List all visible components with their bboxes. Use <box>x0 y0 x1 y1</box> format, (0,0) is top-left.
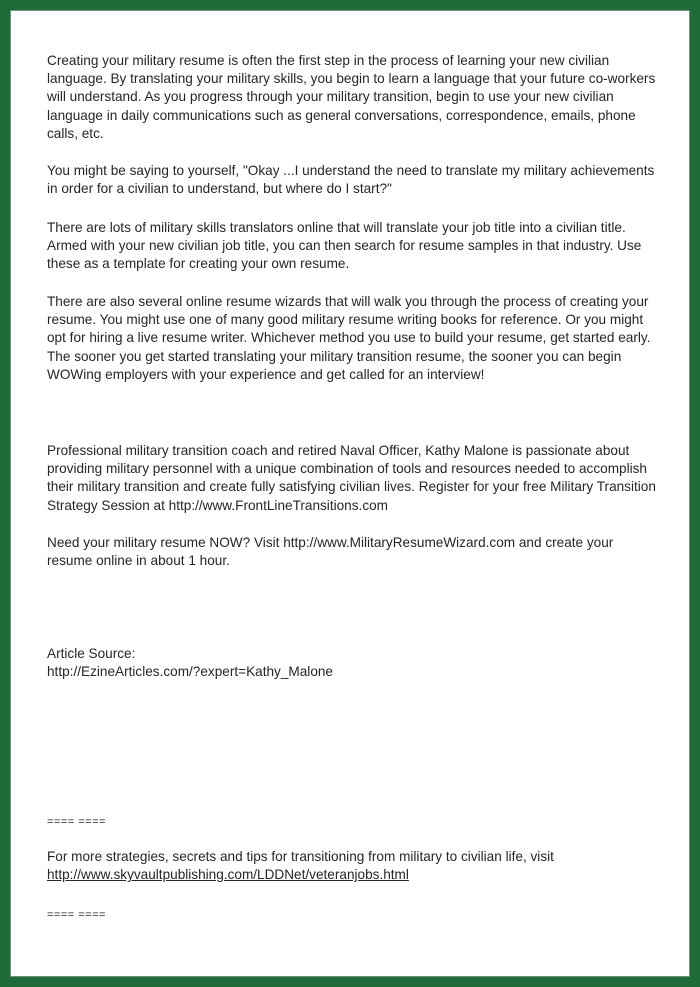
more-strategies-text: For more strategies, secrets and tips for transitioning from military to civilian life, visit <box>47 849 554 864</box>
article-source <box>47 645 659 681</box>
separator-top: ==== ==== <box>47 816 106 828</box>
paragraph-question: You might be saying to yourself, "Okay ...I understand the need to translate my military achievements in order for a civilian to understand, but where do I start?" <box>47 163 655 197</box>
paragraph-wizards: There are also several online resume wizards that will walk you through the process of creating your resume. You might use one of many good military resume writing books for reference. Or you might opt for hiring a live resume writer. Whichever method you use to build your resume, get started early. The sooner you get started translating your military transition resume, the sooner you can begin WOWing employers with your experience and get called for an interview! <box>47 294 651 382</box>
paragraph-translators: There are lots of military skills translators online that will translate your job title into a civilian title. Armed with your new civilian job title, you can then search for resume samples in that industry. Use these as a template for creating your own resume. <box>47 220 642 272</box>
veteran-jobs-link[interactable]: http://www.skyvaultpublishing.com/LDDNet/veteranjobs.html <box>47 867 409 883</box>
paragraph-author-bio: Professional military transition coach and retired Naval Officer, Kathy Malone is passionate about providing military personnel with a unique combination of tools and resources needed to accomplish their military transition and create fully satisfying civilian lives. Register for your free Military Transition Strategy Session at http://www.FrontLineTransitions.com <box>47 443 656 513</box>
more-strategies <box>47 848 659 884</box>
article-source-url: http://EzineArticles.com/?expert=Kathy_Malone <box>47 664 333 680</box>
paragraph-intro: Creating your military resume is often the first step in the process of learning your new civilian language. By translating your military skills, you begin to learn a language that your future co-workers will understand. As you progress through your military transition, begin to use your new civilian language in daily communications such as general conversations, correspondence, emails, phone calls, etc. <box>47 53 656 141</box>
article-source-label: Article Source: <box>47 646 136 661</box>
separator-bottom: ==== ==== <box>47 909 106 921</box>
paragraph-resume-now: Need your military resume NOW? Visit http://www.MilitaryResumeWizard.com and create your resume online in about 1 hour. <box>47 535 614 569</box>
